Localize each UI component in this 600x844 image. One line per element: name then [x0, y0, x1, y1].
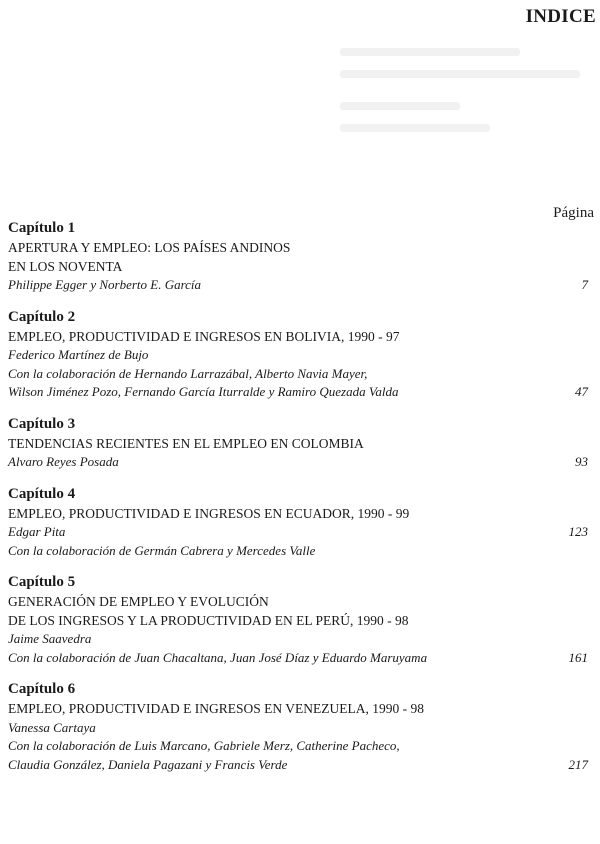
author-row: [8, 756, 588, 775]
page-column-header: Página: [553, 205, 594, 221]
chapter-author: Jaime Saavedra: [8, 631, 92, 646]
chapter-title-line: DE LOS INGRESOS Y LA PRODUCTIVIDAD EN EL PERÚ, 1990 - 98: [8, 612, 409, 628]
chapter-collaborators: Con la colaboración de Germán Cabrera y Mercedes Valle: [8, 542, 316, 558]
chapter-collaborators: Claudia González, Daniela Pagazani y Francis Verde: [8, 756, 288, 772]
page-number: 47: [575, 384, 588, 399]
chapter-label: Capítulo 6: [8, 681, 76, 697]
table-of-contents: [8, 218, 588, 774]
toc-entry-chapter-6: [8, 679, 588, 774]
chapter-collaborators: Wilson Jiménez Pozo, Fernando García Iturralde y Ramiro Quezada Valda: [8, 384, 399, 399]
page-title: INDICE: [525, 6, 596, 27]
chapter-title-line: EMPLEO, PRODUCTIVIDAD E INGRESOS EN ECUADOR, 1990 - 99: [8, 505, 410, 521]
chapter-label: Capítulo 5: [8, 574, 76, 590]
toc-entry-chapter-5: [8, 572, 588, 667]
chapter-label: Capítulo 1: [8, 220, 76, 236]
chapter-title-line: EN LOS NOVENTA: [8, 258, 123, 274]
toc-entry-chapter-3: [8, 414, 588, 472]
chapter-label: Capítulo 2: [8, 308, 76, 325]
chapter-author: Alvaro Reyes Posada: [8, 454, 119, 469]
chapter-label: Capítulo 4: [8, 485, 76, 502]
chapter-title-line: EMPLEO, PRODUCTIVIDAD E INGRESOS EN VENEZUELA, 1990 - 98: [8, 701, 424, 716]
author-row: [8, 276, 588, 295]
toc-entry-chapter-1: [8, 218, 588, 295]
page-number: 123: [568, 524, 588, 539]
chapter-title-line: APERTURA Y EMPLEO: LOS PAÍSES ANDINOS: [8, 240, 291, 255]
chapter-label: Capítulo 3: [8, 415, 76, 432]
page-number: 161: [568, 649, 588, 665]
chapter-author: Edgar Pita: [8, 524, 66, 539]
author-row: [8, 383, 588, 402]
page-number: 93: [575, 454, 588, 469]
chapter-collaborators: Con la colaboración de Hernando Larrazábal, Alberto Navia Mayer,: [8, 365, 368, 381]
chapter-author: Vanessa Cartaya: [8, 719, 96, 735]
bleed-through-text: [340, 48, 590, 168]
author-row: [8, 523, 588, 542]
chapter-title-line: GENERACIÓN DE EMPLEO Y EVOLUCIÓN: [8, 594, 269, 609]
page-number: 7: [581, 277, 588, 292]
author-row: [8, 649, 588, 668]
page-number: 217: [568, 756, 588, 772]
chapter-author: Philippe Egger y Norberto E. García: [8, 277, 202, 292]
chapter-author: Federico Martínez de Bujo: [8, 347, 149, 362]
chapter-collaborators: Con la colaboración de Luis Marcano, Gabriele Merz, Catherine Pacheco,: [8, 738, 400, 753]
chapter-collaborators: Con la colaboración de Juan Chacaltana, Juan José Díaz y Eduardo Maruyama: [8, 649, 428, 665]
author-row: [8, 453, 588, 472]
chapter-title-line: EMPLEO, PRODUCTIVIDAD E INGRESOS EN BOLIVIA, 1990 - 97: [8, 328, 400, 344]
toc-entry-chapter-4: [8, 484, 588, 561]
toc-entry-chapter-2: [8, 307, 588, 402]
chapter-title-line: TENDENCIAS RECIENTES EN EL EMPLEO EN COLOMBIA: [8, 435, 364, 451]
